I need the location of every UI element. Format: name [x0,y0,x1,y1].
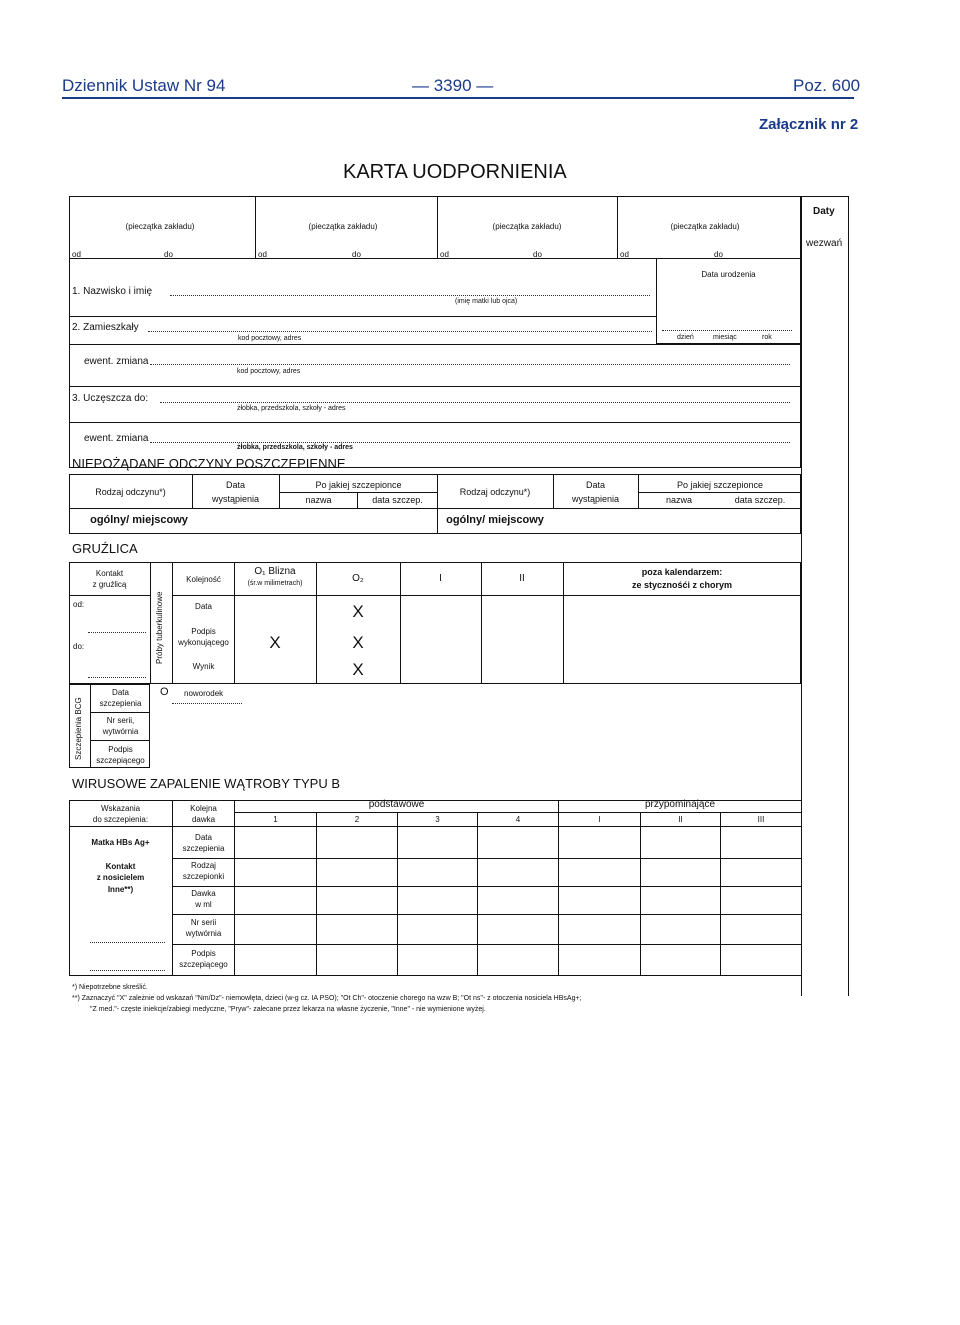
bcg-date-1: Data [112,688,129,697]
bcg-sign-2: szczepiącego [96,756,145,765]
birth-date-label: Data urodzenia [701,270,756,279]
hbv-row4-2: wytwórnia [185,929,222,938]
hbv-other: Inne**) [107,885,134,894]
dates-column [801,196,849,996]
header-rule [62,97,854,99]
adv-general-1: ogólny/ miejscowy [90,514,188,526]
hbv-ind-2: do szczepienia: [92,815,149,824]
tb-x-o2-date: X [352,602,364,621]
tb-o2-label: O₂ [352,573,364,584]
field-address-hint: kod pocztowy, adres [238,335,302,342]
page-title: KARTA UODPORNIENIA [343,161,567,183]
field-change2-label: ewent. zmiana [84,433,149,444]
hbv-col-4: 4 [515,815,521,824]
bcg-newborn: noworodek [184,689,224,698]
hbv-dose-2: dawka [191,815,216,824]
hbv-booster: przypominające [644,799,716,810]
do-4: do [714,250,723,259]
bcg-o: O [160,686,169,698]
od-4: od [620,250,629,259]
hbv-row5-1: Podpis [191,949,216,958]
field-school-input[interactable] [160,402,790,403]
hbv-row4-1: Nr serii [190,918,217,927]
hbv-col-3: 3 [435,815,440,824]
hbv-ind-1: Wskazania [100,804,141,813]
field-address-label: 2. Zamieszkały [72,322,139,333]
hbv-col-7: III [757,815,765,824]
hbv-row3-2: w ml [195,900,212,909]
field-change2-hint: żłobka, przedszkola, szkoły - adres [237,444,353,451]
page-number: — 3390 — [412,76,494,95]
adv-date-1b: wystąpienia [211,494,260,504]
hbv-col-6: II [678,815,683,824]
od-2: od [258,250,267,259]
footnote-1: *) Niepotrzebne skreślić. [72,984,148,991]
footnote-2: **) Zaznaczyć "X" zależnie od wskazań "Nm/Dz"- niemowlęta, dzieci (w-g cz. IA PSO); "Ot Ch"- otoczenie chorego na wzw B; "Ot ns"- z otoczenia nosiciela HBsAg+; [72,995,582,1002]
adv-after-1: Po jakiej szczepionce [315,480,402,490]
stamp-3: (pieczątka zakładu) [492,222,562,231]
hbv-basic: podstawowe [368,799,425,810]
tb-o1-sub: (śr.w milimetrach) [247,580,303,587]
hbv-mother: Matka HBs Ag+ [91,838,150,847]
stamp-1: (pieczątka zakładu) [125,222,195,231]
adv-date-2b: wystąpienia [571,494,620,504]
tb-row-sign-1: Podpis [191,627,216,636]
tb-contact-1: Kontakt [95,569,124,578]
annex-label: Załącznik nr 2 [759,116,859,133]
journal-title: Dziennik Ustaw Nr 94 [62,76,226,95]
adverse-title: NIEPOŻĄDANE ODCZYNY POSZCZEPIENNE [72,456,346,471]
field-change-input[interactable] [150,364,790,365]
hbv-col-2: 2 [354,815,360,824]
field-name-input[interactable] [170,295,650,296]
footnote-3: "Z med."- częste iniekcje/zabiegi medyczne, "Pryw"- zalecane przez lekarza na własne życzenie, "Inne" - nie wymienione wyżej. [90,1006,486,1013]
adv-vdate-2: data szczep. [734,495,786,505]
birth-month: miesiąc [713,334,737,341]
tb-extra-1: poza kalendarzem: [641,567,723,577]
hbv-title: WIRUSOWE ZAPALENIE WĄTROBY TYPU B [72,776,340,791]
adv-type-1: Rodzaj odczynu*) [95,487,166,497]
adv-name-2: nazwa [665,495,692,505]
field-change2-input[interactable] [150,442,790,443]
tb-do: do: [73,642,85,651]
hbv-col-1: 1 [273,815,278,824]
tb-r1-label: I [439,573,442,584]
tb-contact-2: z gruźlicą [92,580,127,589]
adv-date-1a: Data [225,480,245,490]
field-name-hint: (imię matki lub ojca) [455,298,518,305]
tb-row-date: Data [195,602,212,611]
hbv-dose-1: Kolejna [190,804,217,813]
bcg-label: Szczepienia BCG [74,697,83,760]
adv-name-1: nazwa [305,495,332,505]
adv-date-2a: Data [585,480,605,490]
position-number: Poz. 600 [793,76,861,95]
field-name-label: 1. Nazwisko i imię [72,286,153,297]
hbv-row5-2: szczepiącego [179,960,228,969]
od-3: od [440,250,449,259]
dates-header-1: Daty [813,206,835,217]
tb-order: Kolejność [186,575,221,584]
hbv-row2-1: Rodzaj [191,861,216,870]
birth-year: rok [762,334,772,341]
field-school-hint: żłobka, przedszkola, szkoły - adres [237,405,346,412]
hbv-row1-1: Data [195,833,212,842]
stamp-2: (pieczątka zakładu) [308,222,378,231]
field-school-label: 3. Uczęszcza do: [72,393,149,404]
tb-row-sign-2: wykonującego [178,638,229,647]
do-3: do [533,250,542,259]
adv-vdate-1: data szczep. [372,495,423,505]
do-2: do [352,250,361,259]
tb-r2-label: II [519,573,525,584]
adv-type-2: Rodzaj odczynu*) [459,487,531,497]
tb-x-o2-sign: X [352,633,364,652]
bcg-sign-1: Podpis [108,745,133,754]
hbv-row3-1: Dawka [191,889,216,898]
dates-header-2: wezwań [806,238,843,249]
adv-after-2: Po jakiej szczepionce [676,480,764,490]
field-change-label: ewent. zmiana [84,356,149,367]
tb-title: GRUŹLICA [72,541,138,556]
bcg-date-2: szczepienia [99,699,142,708]
tb-x-o1-sign: X [269,633,281,652]
hbv-carrier-1: Kontakt [105,862,136,871]
od-1: od [72,250,81,259]
tb-x-o2-result: X [352,660,364,679]
birth-day: dzień [677,334,694,341]
hbv-row1-2: szczepienia [182,844,225,853]
tb-row-result: Wynik [192,662,215,671]
tb-extra-2: ze stycznośći z chorym [631,580,733,590]
hbv-col-5: I [598,815,601,824]
bcg-series-1: Nr serii, [106,716,135,725]
field-change-hint: kod pocztowy, adres [237,368,301,375]
do-1: do [164,250,173,259]
stamp-4: (pieczątka zakładu) [670,222,740,231]
hbv-carrier-2: z nosicielem [96,873,145,882]
tb-od: od: [73,600,85,609]
bcg-series-2: wytwórnia [102,727,139,736]
field-address-input[interactable] [148,331,652,332]
hbv-row2-2: szczepionki [182,872,225,881]
tb-o1-label: O₁ Blizna [254,566,296,577]
adv-general-2: ogólny/ miejscowy [446,514,544,526]
tb-tests-label: Próby tuberkulinowe [155,591,164,664]
